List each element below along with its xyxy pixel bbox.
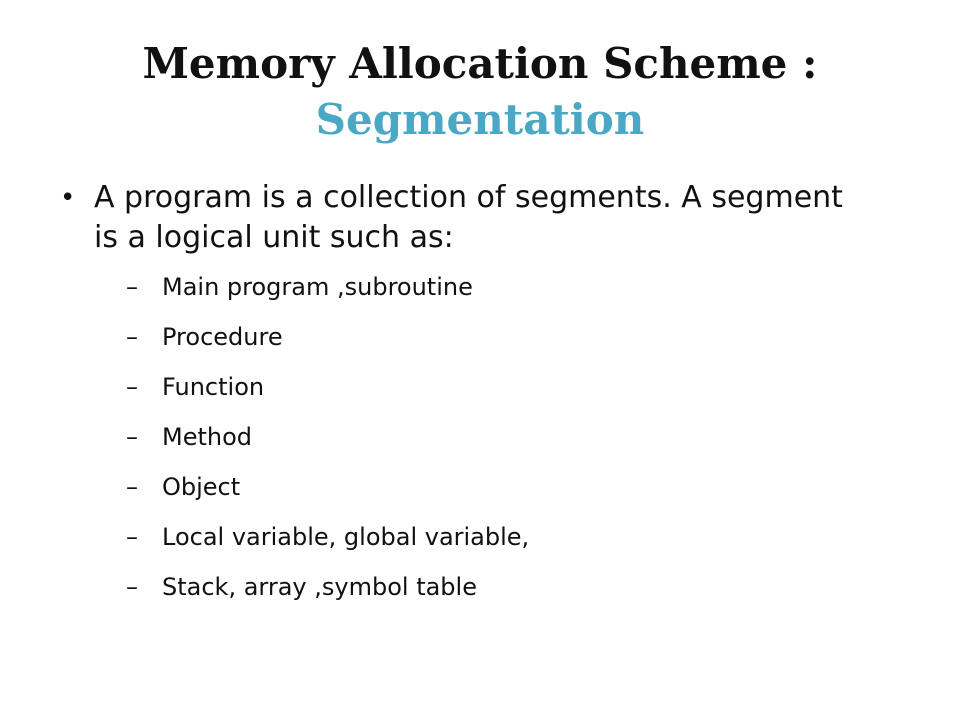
- title-line-1: Memory Allocation Scheme :: [142, 39, 818, 88]
- slide-content: [60, 178, 920, 622]
- dash-icon: –: [126, 523, 138, 551]
- list-item-text: Stack, array ,symbol table: [162, 573, 477, 601]
- list-item-text: Local variable, global variable,: [162, 523, 530, 551]
- dash-icon: –: [126, 273, 138, 301]
- list-item: [126, 372, 920, 402]
- dash-icon: –: [126, 573, 138, 601]
- list-item-text: Procedure: [162, 323, 283, 351]
- list-item-text: Main program ,subroutine: [162, 273, 473, 301]
- main-bullet-text: A program is a collection of segments. A segment is a logical unit such as:: [94, 180, 843, 255]
- list-item-text: Object: [162, 473, 241, 501]
- list-item: [126, 322, 920, 352]
- dash-icon: –: [126, 373, 138, 401]
- title-line-2: Segmentation: [315, 95, 645, 144]
- dash-icon: –: [126, 423, 138, 451]
- list-item: [126, 572, 920, 602]
- slide-title: [40, 36, 920, 148]
- list-item: [126, 422, 920, 452]
- dash-icon: –: [126, 323, 138, 351]
- list-item: [126, 522, 920, 552]
- list-item: [126, 472, 920, 502]
- bullet-icon: •: [60, 183, 76, 213]
- list-item-text: Function: [162, 373, 265, 401]
- list-item: [126, 272, 920, 302]
- sub-bullet-list: [60, 272, 920, 602]
- list-item-text: Method: [162, 423, 253, 451]
- dash-icon: –: [126, 473, 138, 501]
- main-bullet: [60, 178, 854, 258]
